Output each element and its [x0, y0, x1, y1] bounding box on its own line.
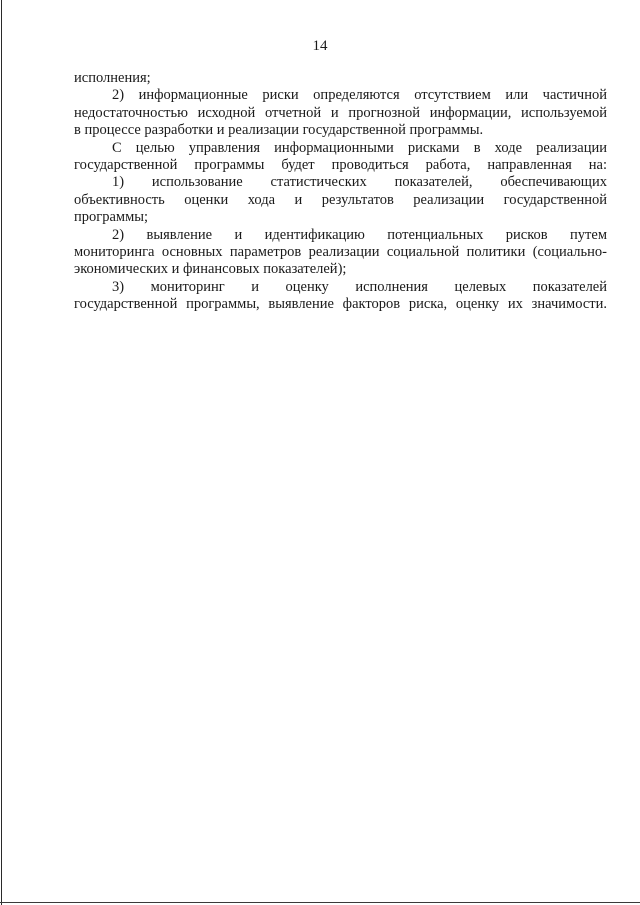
text-line: недостаточностью исходной отчетной и прогнозной информации, используемой [74, 104, 607, 121]
text-line: С целью управления информационными рисками в ходе реализации [112, 139, 607, 156]
text-line: государственной программы будет проводиться работа, направленная на: [74, 156, 607, 173]
text-line: программы; [74, 209, 149, 226]
text-line: экономических и финансовых показателей); [74, 261, 347, 278]
text-line: 3) мониторинг и оценку исполнения целевых показателей [112, 278, 607, 295]
text-line: 2) выявление и идентификацию потенциальных рисков путем [112, 226, 607, 243]
text-line: исполнения; [74, 70, 151, 86]
text-line: 1) использование статистических показателей, обеспечивающих [112, 174, 607, 191]
text-line: 2) информационные риски определяются отсутствием или частичной [112, 87, 607, 104]
body-text [74, 70, 607, 313]
text-line: мониторинга основных параметров реализации социальной политики (социально- [74, 243, 607, 260]
page-number: 14 [312, 38, 328, 54]
text-line: в процессе разработки и реализации государственной программы. [74, 122, 484, 139]
scan-edge-left [1, 0, 2, 905]
scan-edge-bottom [0, 902, 640, 903]
text-line: государственной программы, выявление факторов риска, оценку их значимости. [74, 296, 607, 313]
text-line: объективность оценки хода и результатов реализации государственной [74, 191, 607, 208]
